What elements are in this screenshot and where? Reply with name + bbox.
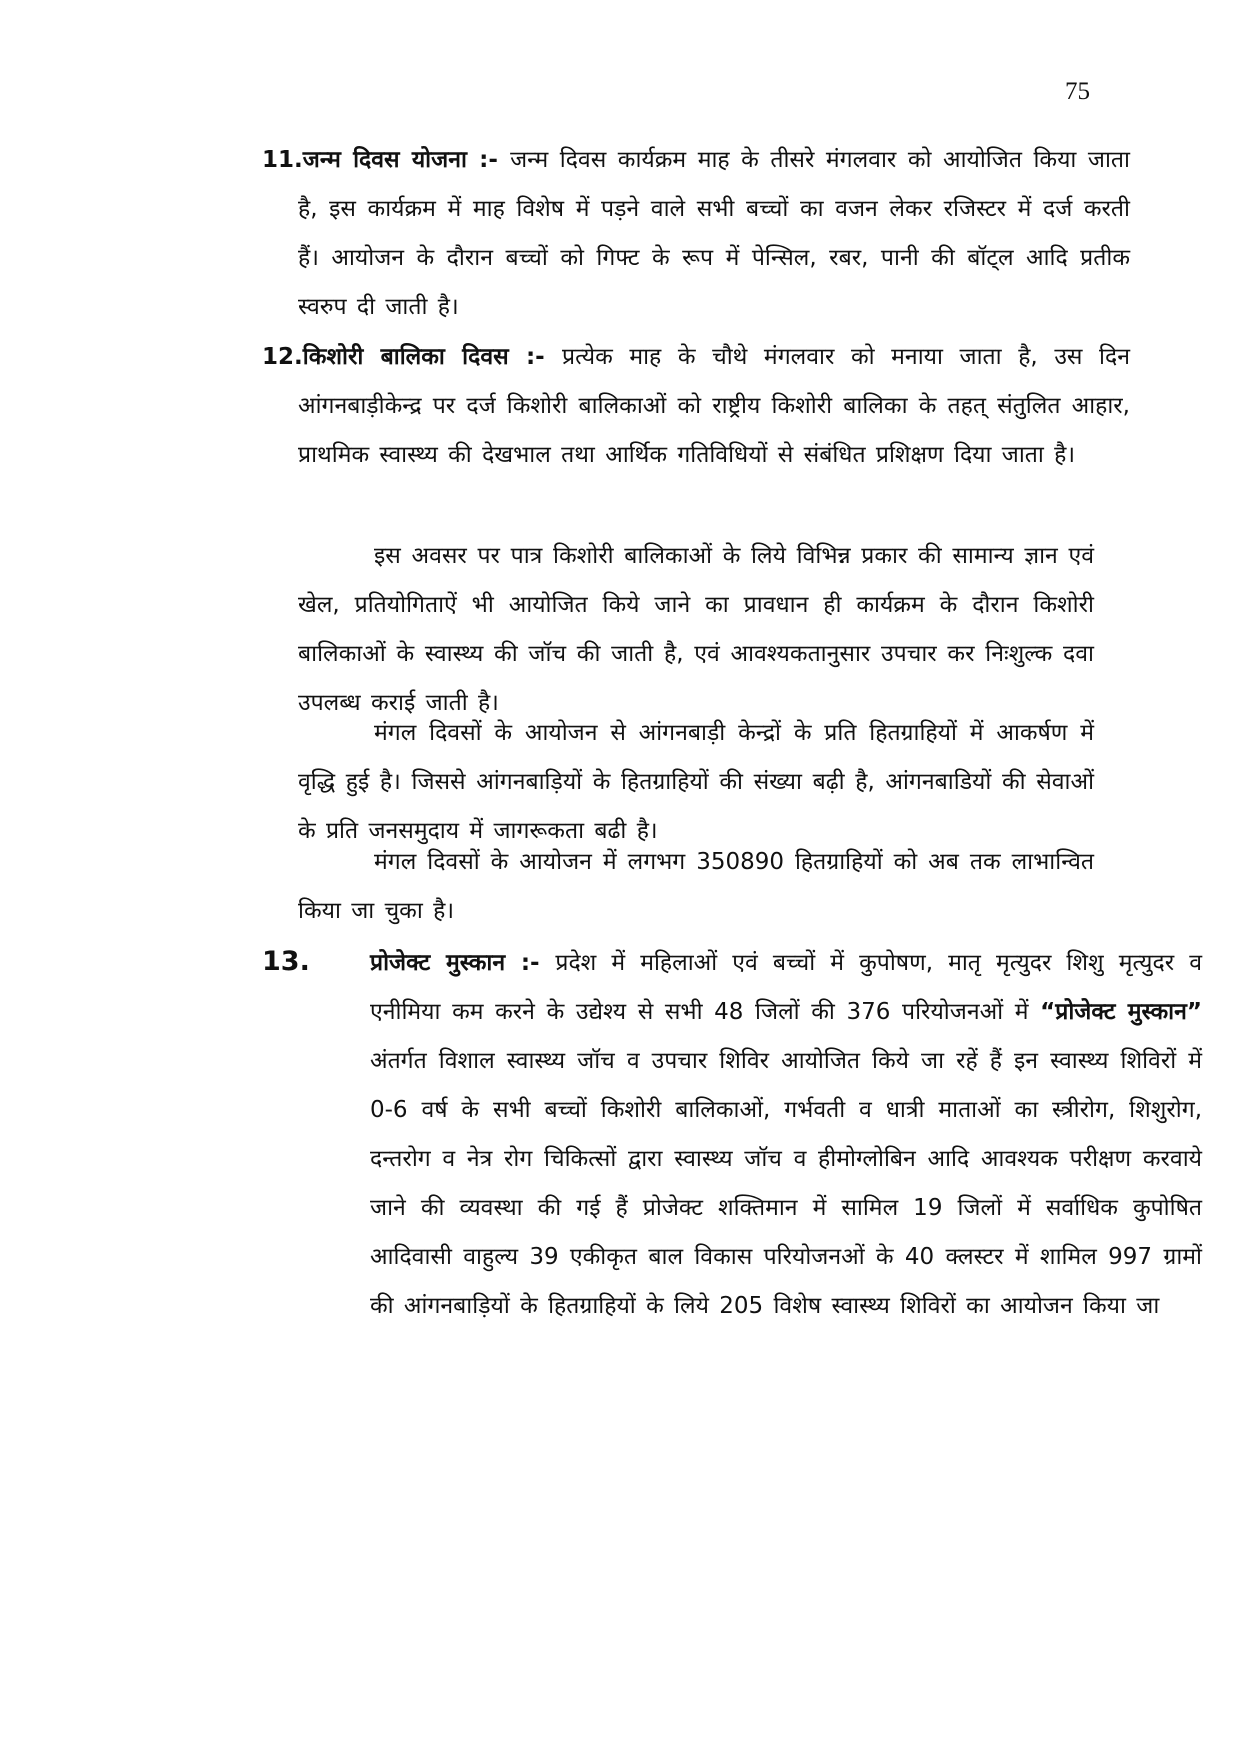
section-heading: किशोरी बालिका दिवस [302,344,509,370]
section-separator: :- [466,147,511,173]
paragraph-avsar: इस अवसर पर पात्र किशोरी बालिकाओं के लिये विभिन्न प्रकार की सामान्य ज्ञान एवं खेल, प्रतियोगिताऐं भी आयोजित किये जाने का प्रावधान ही कार्यक्रम के दौरान किशोरी बालिकाओं के स्वास्थ्य की जॉच की जाती है, एवं आवश्यकतानुसार उपचार कर निःशुल्क दवा उपलब्ध कराई जाती है। [298,543,1094,716]
page-number: 75 [1065,78,1090,105]
paragraph-mangal-divas-labhanvit: मंगल दिवसों के आयोजन में लगभग 350890 हितग्राहियों को अब तक लाभान्वित किया जा चुका है। [298,849,1094,924]
section-janm-divas-yojana [262,136,1130,332]
section-separator: :- [508,344,562,370]
section-heading: जन्म दिवस योजना [302,147,467,173]
section-heading: प्रोजेक्ट मुस्कान [370,950,506,976]
section-text: प्रदेश में महिलाओं एवं बच्चों में कुपोषण, मातृ मृत्युदर शिशु मृत्युदर व एनीमिया कम करने के उद्येश्य से सभी 48 जिलों की 376 परियोजनओं में [370,950,1202,1025]
section-project-muskan [262,937,1202,1331]
section-separator: :- [505,950,556,976]
paragraph-mangal-divas-akarshan: मंगल दिवसों के आयोजन से आंगनबाड़ी केन्द्रों के प्रति हितग्राहियों में आकर्षण में वृद्धि हुई है। जिससे आंगनबाड़ियों के हितग्राहियों की संख्या बढ़ी है, आंगनबाडियों की सेवाओं के प्रति जनसमुदाय में जागरूकता बढी है। [298,720,1094,844]
section-text: जन्म दिवस कार्यक्रम माह के तीसरे मंगलवार को आयोजित किया जाता है, इस कार्यक्रम में माह विशेष में पड़ने वाले सभी बच्चों का वजन लेकर रजिस्टर में दर्ज करती हैं। आयोजन के दौरान बच्चों को गिफ्ट के रूप में पेन्सिल, रबर, पानी की बॉट्ल आदि प्रतीक स्वरुप दी जाती है। [298,147,1130,320]
section-number: 13. [262,946,310,977]
quoted-project-name: “प्रोजेक्ट मुस्कान” [1040,999,1202,1025]
section-text-continued: अंतर्गत विशाल स्वास्थ्य जॉच व उपचार शिविर आयोजित किये जा रहें हैं इन स्वास्थ्य शिविरों में 0-6 वर्ष के सभी बच्चों किशोरी बालिकाओं, गर्भवती व धात्री माताओं का स्त्रीरोग, शिशुरोग, दन्तरोग व नेत्र रोग चिकित्सों द्वारा स्वास्थ्य जॉच व हीमोग्लोबिन आदि आवश्यक परीक्षण करवाये जाने की व्यवस्था की गई हैं प्रोजेक्ट शक्तिमान में सामिल 19 जिलों में सर्वाधिक कुपोषित आदिवासी वाहुल्य 39 एकीकृत बाल विकास परियोजनओं के 40 क्लस्टर में शामिल 997 ग्रामों की आंगनबाड़ियों के हितग्राहियों के लिये 205 विशेष स्वास्थ्य शिविरों का आयोजन किया जा [370,1048,1202,1319]
section-text: प्रत्येक माह के चौथे मंगलवार को मनाया जाता है, उस दिन आंगनबाड़ीकेन्द्र पर दर्ज किशोरी बालिकाओं को राष्ट्रीय किशोरी बालिका के तहत् संतुलित आहार, प्राथमिक स्वास्थ्य की देखभाल तथा आर्थिक गतिविधियों से संबंधित प्रशिक्षण दिया जाता है। [298,344,1130,468]
section-kishori-balika-divas [262,333,1130,480]
section-number: 11. [262,147,303,173]
section-number: 12. [262,344,303,370]
